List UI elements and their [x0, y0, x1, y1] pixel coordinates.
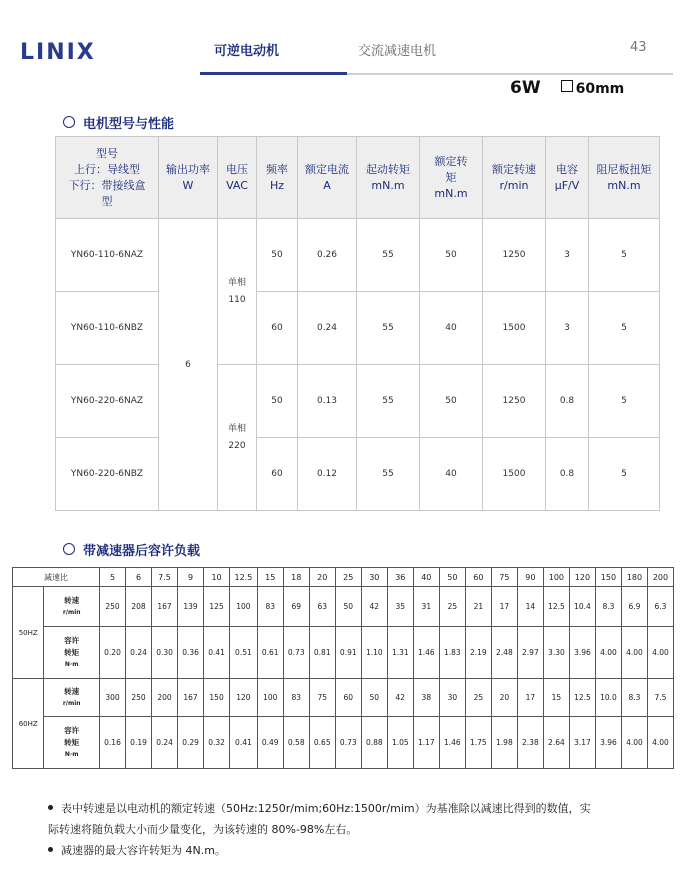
ratio-cell: 180	[621, 568, 647, 587]
ratio-cell: 90	[517, 568, 543, 587]
speed-cell: 50	[335, 587, 361, 627]
torque-cell: 1.46	[413, 627, 439, 679]
torque-cell: 2.19	[465, 627, 491, 679]
speed-cell: 120	[230, 679, 258, 717]
torque-cell: 0.30	[152, 627, 178, 679]
speed-cell: 100	[257, 679, 283, 717]
circle-bullet-icon	[63, 116, 75, 128]
capacitor-cell: 0.8	[546, 438, 589, 511]
ratio-header-label: 减速比	[13, 568, 100, 587]
speed-label: 转速 r/min	[44, 679, 100, 717]
torque-cell: 3.17	[569, 717, 595, 769]
speed-cell: 139	[178, 587, 204, 627]
voltage-cell: 单相 110	[218, 219, 257, 365]
note-max-torque: 减速器的最大容许转矩为 4N.m。	[48, 840, 658, 861]
torque-cell: 1.46	[439, 717, 465, 769]
speed-cell: 14	[517, 587, 543, 627]
speed-cell: 150	[204, 679, 230, 717]
ratio-cell: 40	[413, 568, 439, 587]
speed-cell: 42	[387, 679, 413, 717]
ratio-cell: 10	[204, 568, 230, 587]
page-number: 43	[630, 40, 647, 55]
speed-cell: 10.0	[595, 679, 621, 717]
damper-torque-cell: 5	[589, 292, 660, 365]
torque-cell: 4.00	[647, 717, 673, 769]
speed-cell: 15	[543, 679, 569, 717]
speed-cell: 50	[361, 679, 387, 717]
ratio-cell: 150	[595, 568, 621, 587]
model-cell: YN60-220-6NAZ	[56, 365, 159, 438]
table-row	[56, 365, 660, 438]
ratio-cell: 75	[491, 568, 517, 587]
speed-cell: 10.4	[569, 587, 595, 627]
torque-cell: 2.48	[491, 627, 517, 679]
speed-cell: 17	[491, 587, 517, 627]
speed-cell: 6.9	[621, 587, 647, 627]
torque-cell: 1.05	[387, 717, 413, 769]
header-output-power: 输出功率 W	[159, 137, 218, 219]
rated-speed-cell: 1500	[483, 292, 546, 365]
torque-cell: 0.88	[361, 717, 387, 769]
starting-torque-cell: 55	[357, 219, 420, 292]
table-header-row	[56, 137, 660, 219]
circle-bullet-icon	[63, 543, 75, 555]
speed-cell: 63	[309, 587, 335, 627]
speed-cell: 167	[178, 679, 204, 717]
gearhead-load-table	[12, 567, 674, 769]
speed-cell: 30	[439, 679, 465, 717]
bullet-icon	[48, 805, 53, 810]
torque-cell: 0.73	[283, 627, 309, 679]
frequency-cell: 60	[257, 438, 298, 511]
speed-cell: 20	[491, 679, 517, 717]
torque-cell: 4.00	[595, 627, 621, 679]
torque-cell: 0.20	[100, 627, 126, 679]
torque-cell: 0.19	[126, 717, 152, 769]
spec-power: 6W	[510, 78, 541, 98]
torque-cell: 4.00	[621, 717, 647, 769]
torque-cell: 0.51	[230, 627, 258, 679]
starting-torque-cell: 55	[357, 292, 420, 365]
damper-torque-cell: 5	[589, 365, 660, 438]
speed-cell: 35	[387, 587, 413, 627]
torque-cell: 0.36	[178, 627, 204, 679]
model-cell: YN60-110-6NAZ	[56, 219, 159, 292]
torque-cell: 0.16	[100, 717, 126, 769]
speed-cell: 250	[126, 679, 152, 717]
ratio-cell: 12.5	[230, 568, 258, 587]
torque-row-50hz	[13, 627, 674, 679]
ratio-cell: 100	[543, 568, 569, 587]
table-row	[56, 438, 660, 511]
ratio-cell: 5	[100, 568, 126, 587]
spec-frame-size: 60mm	[575, 81, 625, 97]
torque-cell: 0.32	[204, 717, 230, 769]
rated-speed-cell: 1500	[483, 438, 546, 511]
header-starting-torque: 起动转矩 mN.m	[357, 137, 420, 219]
model-cell: YN60-110-6NBZ	[56, 292, 159, 365]
torque-label: 容许 转矩 N·m	[44, 627, 100, 679]
current-cell: 0.12	[298, 438, 357, 511]
speed-cell: 25	[465, 679, 491, 717]
speed-cell: 100	[230, 587, 258, 627]
speed-cell: 250	[100, 587, 126, 627]
speed-cell: 167	[152, 587, 178, 627]
speed-cell: 8.3	[621, 679, 647, 717]
note-rated-speed-cont: 际转速将随负载大小而少量变化，为该转速的 80%-98%左右。	[48, 823, 358, 836]
torque-label: 容许 转矩 N·m	[44, 717, 100, 769]
torque-cell: 4.00	[621, 627, 647, 679]
torque-cell: 1.83	[439, 627, 465, 679]
torque-cell: 1.98	[491, 717, 517, 769]
tab-ac-gear-motor[interactable]: 交流减速电机	[358, 44, 437, 59]
header-rated-torque: 额定转 矩 mN.m	[420, 137, 483, 219]
torque-cell: 0.58	[283, 717, 309, 769]
bullet-icon	[48, 847, 53, 852]
square-frame-icon	[561, 80, 573, 92]
torque-cell: 1.10	[361, 627, 387, 679]
header-damper-torque: 阻尼板扭矩 mN.m	[589, 137, 660, 219]
rated-speed-cell: 1250	[483, 365, 546, 438]
motor-performance-table	[55, 136, 660, 511]
speed-cell: 208	[126, 587, 152, 627]
table-row	[56, 292, 660, 365]
torque-cell: 0.24	[126, 627, 152, 679]
speed-cell: 25	[439, 587, 465, 627]
torque-cell: 0.29	[178, 717, 204, 769]
current-cell: 0.13	[298, 365, 357, 438]
capacitor-cell: 3	[546, 292, 589, 365]
speed-cell: 69	[283, 587, 309, 627]
torque-cell: 0.91	[335, 627, 361, 679]
torque-cell: 0.61	[257, 627, 283, 679]
footnotes	[48, 798, 658, 861]
page-header	[0, 0, 693, 80]
torque-cell: 0.65	[309, 717, 335, 769]
speed-cell: 42	[361, 587, 387, 627]
ratio-cell: 50	[439, 568, 465, 587]
torque-cell: 1.75	[465, 717, 491, 769]
torque-cell: 0.24	[152, 717, 178, 769]
ratio-cell: 7.5	[152, 568, 178, 587]
ratio-cell: 15	[257, 568, 283, 587]
ratio-header-row	[13, 568, 674, 587]
starting-torque-cell: 55	[357, 365, 420, 438]
ratio-cell: 30	[361, 568, 387, 587]
frequency-cell: 60	[257, 292, 298, 365]
header-model: 型号 上行：导线型 下行：带接线盒 型	[56, 137, 159, 219]
ratio-cell: 120	[569, 568, 595, 587]
header-rated-speed: 额定转速 r/min	[483, 137, 546, 219]
tab-reversible-motor[interactable]: 可逆电动机	[214, 44, 280, 59]
torque-cell: 1.31	[387, 627, 413, 679]
damper-torque-cell: 5	[589, 438, 660, 511]
rated-torque-cell: 50	[420, 365, 483, 438]
rated-speed-cell: 1250	[483, 219, 546, 292]
output-power-cell: 6	[159, 219, 218, 511]
torque-cell: 1.17	[413, 717, 439, 769]
torque-cell: 0.73	[335, 717, 361, 769]
ratio-cell: 18	[283, 568, 309, 587]
speed-row-50hz	[13, 587, 674, 627]
rated-torque-cell: 40	[420, 438, 483, 511]
active-tab-underline	[200, 72, 347, 75]
rated-torque-cell: 50	[420, 219, 483, 292]
capacitor-cell: 0.8	[546, 365, 589, 438]
frequency-label-60hz: 60HZ	[13, 679, 44, 769]
header-divider	[347, 73, 673, 75]
speed-cell: 300	[100, 679, 126, 717]
note-rated-speed: 表中转速是以电动机的额定转速（50Hz:1250r/mim;60Hz:1500r/mim）为基准除以减速比得到的数值，实	[48, 798, 658, 819]
ratio-cell: 36	[387, 568, 413, 587]
torque-cell: 2.64	[543, 717, 569, 769]
frequency-cell: 50	[257, 365, 298, 438]
ratio-cell: 25	[335, 568, 361, 587]
ratio-cell: 200	[647, 568, 673, 587]
voltage-cell: 单相 220	[218, 365, 257, 511]
starting-torque-cell: 55	[357, 438, 420, 511]
section-title-gearhead-load: 带减速器后容许负载	[63, 540, 200, 559]
torque-cell: 0.81	[309, 627, 335, 679]
torque-cell: 3.96	[595, 717, 621, 769]
current-cell: 0.24	[298, 292, 357, 365]
torque-cell: 0.49	[257, 717, 283, 769]
speed-cell: 75	[309, 679, 335, 717]
header-voltage: 电压 VAC	[218, 137, 257, 219]
speed-cell: 12.5	[569, 679, 595, 717]
speed-cell: 8.3	[595, 587, 621, 627]
speed-cell: 7.5	[647, 679, 673, 717]
torque-cell: 2.97	[517, 627, 543, 679]
speed-cell: 125	[204, 587, 230, 627]
ratio-cell: 6	[126, 568, 152, 587]
capacitor-cell: 3	[546, 219, 589, 292]
damper-torque-cell: 5	[589, 219, 660, 292]
torque-cell: 2.38	[517, 717, 543, 769]
torque-cell: 3.30	[543, 627, 569, 679]
speed-label: 转速 r/min	[44, 587, 100, 627]
ratio-cell: 9	[178, 568, 204, 587]
table-row	[56, 219, 660, 292]
rated-torque-cell: 40	[420, 292, 483, 365]
torque-cell: 0.41	[204, 627, 230, 679]
ratio-cell: 20	[309, 568, 335, 587]
speed-cell: 83	[283, 679, 309, 717]
ratio-cell: 60	[465, 568, 491, 587]
current-cell: 0.26	[298, 219, 357, 292]
torque-row-60hz	[13, 717, 674, 769]
speed-cell: 12.5	[543, 587, 569, 627]
torque-cell: 4.00	[647, 627, 673, 679]
frequency-cell: 50	[257, 219, 298, 292]
speed-cell: 60	[335, 679, 361, 717]
header-frequency: 频率 Hz	[257, 137, 298, 219]
model-cell: YN60-220-6NBZ	[56, 438, 159, 511]
frequency-label-50hz: 50HZ	[13, 587, 44, 679]
torque-cell: 0.41	[230, 717, 258, 769]
speed-row-60hz	[13, 679, 674, 717]
speed-cell: 38	[413, 679, 439, 717]
header-rated-current: 额定电流 A	[298, 137, 357, 219]
speed-cell: 6.3	[647, 587, 673, 627]
torque-cell: 3.96	[569, 627, 595, 679]
speed-cell: 200	[152, 679, 178, 717]
speed-cell: 83	[257, 587, 283, 627]
brand-logo: LINIX	[20, 40, 96, 65]
motor-spec-label	[510, 78, 624, 98]
header-capacitor: 电容 μF/V	[546, 137, 589, 219]
section-title-performance: 电机型号与性能	[63, 113, 174, 132]
speed-cell: 17	[517, 679, 543, 717]
speed-cell: 31	[413, 587, 439, 627]
speed-cell: 21	[465, 587, 491, 627]
